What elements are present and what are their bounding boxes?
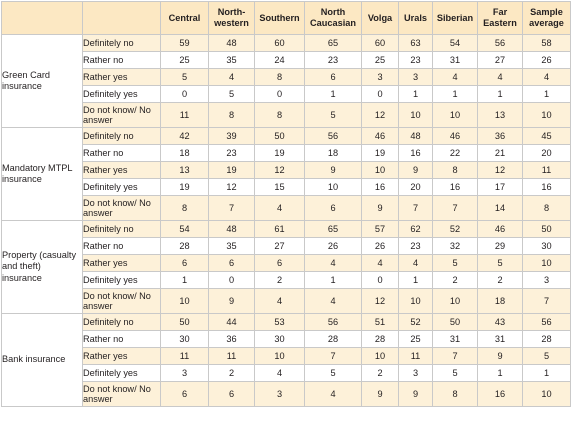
value-cell: 4 [305, 289, 362, 314]
group-label: Property (casualty and theft) insurance [2, 221, 83, 314]
value-cell: 11 [399, 348, 433, 365]
table-row [2, 272, 571, 289]
answer-label: Rather yes [83, 162, 161, 179]
value-cell: 4 [399, 255, 433, 272]
value-cell: 0 [209, 272, 255, 289]
value-cell: 50 [433, 314, 478, 331]
value-cell: 8 [161, 196, 209, 221]
value-cell: 50 [255, 128, 305, 145]
value-cell: 28 [161, 238, 209, 255]
value-cell: 1 [305, 272, 362, 289]
value-cell: 23 [399, 238, 433, 255]
value-cell: 5 [305, 103, 362, 128]
value-cell: 54 [433, 35, 478, 52]
answer-label: Rather yes [83, 348, 161, 365]
answer-label: Rather no [83, 238, 161, 255]
value-cell: 56 [305, 314, 362, 331]
value-cell: 11 [523, 162, 571, 179]
value-cell: 5 [305, 365, 362, 382]
column-header-label: Central [168, 12, 201, 23]
value-cell: 1 [478, 86, 523, 103]
value-cell: 2 [433, 272, 478, 289]
value-cell: 4 [362, 255, 399, 272]
value-cell: 9 [399, 382, 433, 407]
value-cell: 59 [161, 35, 209, 52]
value-cell: 18 [478, 289, 523, 314]
value-cell: 6 [305, 69, 362, 86]
value-cell: 4 [209, 69, 255, 86]
value-cell: 62 [399, 221, 433, 238]
value-cell: 16 [362, 179, 399, 196]
answer-label: Definitely no [83, 221, 161, 238]
value-cell: 31 [478, 331, 523, 348]
value-cell: 30 [523, 238, 571, 255]
value-cell: 7 [523, 289, 571, 314]
answer-label: Rather no [83, 145, 161, 162]
value-cell: 14 [478, 196, 523, 221]
value-cell: 26 [305, 238, 362, 255]
value-cell: 23 [305, 52, 362, 69]
value-cell: 58 [523, 35, 571, 52]
value-cell: 7 [399, 196, 433, 221]
value-cell: 3 [255, 382, 305, 407]
table-row [2, 348, 571, 365]
value-cell: 57 [362, 221, 399, 238]
table-row [2, 221, 571, 238]
value-cell: 26 [523, 52, 571, 69]
value-cell: 3 [362, 69, 399, 86]
value-cell: 13 [161, 162, 209, 179]
value-cell: 52 [399, 314, 433, 331]
value-cell: 48 [399, 128, 433, 145]
table-row [2, 238, 571, 255]
value-cell: 10 [433, 103, 478, 128]
value-cell: 2 [478, 272, 523, 289]
value-cell: 8 [523, 196, 571, 221]
value-cell: 43 [478, 314, 523, 331]
value-cell: 11 [161, 103, 209, 128]
column-header-label: Urals [404, 12, 427, 23]
column-header [161, 2, 209, 35]
value-cell: 5 [433, 365, 478, 382]
value-cell: 19 [255, 145, 305, 162]
value-cell: 16 [433, 179, 478, 196]
value-cell: 0 [161, 86, 209, 103]
value-cell: 28 [362, 331, 399, 348]
value-cell: 10 [305, 179, 362, 196]
answer-label: Do not know/ No answer [83, 289, 161, 314]
value-cell: 4 [255, 196, 305, 221]
value-cell: 9 [305, 162, 362, 179]
value-cell: 15 [255, 179, 305, 196]
value-cell: 8 [255, 103, 305, 128]
answer-label: Definitely no [83, 128, 161, 145]
answer-label: Do not know/ No answer [83, 103, 161, 128]
value-cell: 6 [209, 382, 255, 407]
value-cell: 26 [362, 238, 399, 255]
value-cell: 10 [523, 255, 571, 272]
table-row [2, 179, 571, 196]
value-cell: 1 [478, 365, 523, 382]
value-cell: 23 [209, 145, 255, 162]
value-cell: 12 [255, 162, 305, 179]
value-cell: 54 [161, 221, 209, 238]
table-body [2, 35, 571, 407]
value-cell: 32 [433, 238, 478, 255]
value-cell: 31 [433, 52, 478, 69]
value-cell: 0 [255, 86, 305, 103]
group-label: Green Card insurance [2, 35, 83, 128]
value-cell: 56 [478, 35, 523, 52]
table-row [2, 86, 571, 103]
value-cell: 36 [209, 331, 255, 348]
value-cell: 18 [305, 145, 362, 162]
value-cell: 28 [305, 331, 362, 348]
column-header-label: North Caucasian [310, 7, 356, 28]
column-header [399, 2, 433, 35]
answer-label: Rather no [83, 331, 161, 348]
answer-label: Do not know/ No answer [83, 382, 161, 407]
value-cell: 1 [399, 272, 433, 289]
value-cell: 42 [161, 128, 209, 145]
value-cell: 9 [478, 348, 523, 365]
value-cell: 3 [399, 365, 433, 382]
value-cell: 5 [161, 69, 209, 86]
value-cell: 5 [523, 348, 571, 365]
answer-label: Definitely no [83, 35, 161, 52]
value-cell: 56 [523, 314, 571, 331]
value-cell: 4 [255, 289, 305, 314]
value-cell: 39 [209, 128, 255, 145]
column-header [523, 2, 571, 35]
answer-label: Rather yes [83, 255, 161, 272]
table-row [2, 196, 571, 221]
table-row [2, 52, 571, 69]
value-cell: 3 [523, 272, 571, 289]
value-cell: 63 [399, 35, 433, 52]
value-cell: 56 [305, 128, 362, 145]
value-cell: 1 [433, 86, 478, 103]
value-cell: 6 [161, 255, 209, 272]
value-cell: 10 [362, 348, 399, 365]
value-cell: 35 [209, 238, 255, 255]
table-row [2, 162, 571, 179]
group-label: Mandatory MTPL insurance [2, 128, 83, 221]
value-cell: 6 [305, 196, 362, 221]
value-cell: 52 [433, 221, 478, 238]
column-header [362, 2, 399, 35]
value-cell: 6 [255, 255, 305, 272]
answer-label: Rather no [83, 52, 161, 69]
value-cell: 48 [209, 221, 255, 238]
column-header [209, 2, 255, 35]
value-cell: 9 [399, 162, 433, 179]
value-cell: 13 [478, 103, 523, 128]
value-cell: 4 [255, 365, 305, 382]
value-cell: 10 [362, 162, 399, 179]
value-cell: 11 [161, 348, 209, 365]
survey-table [1, 1, 571, 407]
value-cell: 8 [209, 103, 255, 128]
value-cell: 60 [255, 35, 305, 52]
column-header [478, 2, 523, 35]
value-cell: 46 [362, 128, 399, 145]
group-label: Bank insurance [2, 314, 83, 407]
answer-label: Definitely yes [83, 272, 161, 289]
value-cell: 12 [209, 179, 255, 196]
table-row [2, 314, 571, 331]
column-header-label: Far Eastern [483, 7, 517, 28]
value-cell: 0 [362, 86, 399, 103]
value-cell: 20 [399, 179, 433, 196]
value-cell: 30 [161, 331, 209, 348]
value-cell: 0 [362, 272, 399, 289]
value-cell: 19 [362, 145, 399, 162]
answer-label: Rather yes [83, 69, 161, 86]
answer-label: Definitely yes [83, 86, 161, 103]
value-cell: 46 [478, 221, 523, 238]
column-header-label: Siberian [436, 12, 474, 23]
value-cell: 35 [209, 52, 255, 69]
value-cell: 3 [399, 69, 433, 86]
value-cell: 51 [362, 314, 399, 331]
value-cell: 53 [255, 314, 305, 331]
value-cell: 6 [209, 255, 255, 272]
value-cell: 5 [209, 86, 255, 103]
table-row [2, 128, 571, 145]
value-cell: 27 [255, 238, 305, 255]
value-cell: 4 [305, 382, 362, 407]
answer-label: Definitely yes [83, 179, 161, 196]
value-cell: 46 [433, 128, 478, 145]
value-cell: 1 [161, 272, 209, 289]
value-cell: 65 [305, 35, 362, 52]
value-cell: 6 [161, 382, 209, 407]
value-cell: 11 [209, 348, 255, 365]
value-cell: 9 [362, 196, 399, 221]
value-cell: 25 [161, 52, 209, 69]
header-row [2, 2, 571, 35]
value-cell: 22 [433, 145, 478, 162]
value-cell: 4 [433, 69, 478, 86]
value-cell: 12 [362, 103, 399, 128]
table-row [2, 365, 571, 382]
value-cell: 8 [255, 69, 305, 86]
value-cell: 1 [399, 86, 433, 103]
value-cell: 50 [523, 221, 571, 238]
header-blank-answer [83, 2, 161, 35]
value-cell: 10 [255, 348, 305, 365]
value-cell: 17 [478, 179, 523, 196]
value-cell: 65 [305, 221, 362, 238]
value-cell: 44 [209, 314, 255, 331]
value-cell: 45 [523, 128, 571, 145]
value-cell: 7 [305, 348, 362, 365]
value-cell: 1 [305, 86, 362, 103]
column-header [433, 2, 478, 35]
column-header [305, 2, 362, 35]
value-cell: 5 [433, 255, 478, 272]
value-cell: 23 [399, 52, 433, 69]
value-cell: 12 [362, 289, 399, 314]
table-row [2, 103, 571, 128]
table-row [2, 255, 571, 272]
value-cell: 7 [433, 196, 478, 221]
value-cell: 1 [523, 86, 571, 103]
value-cell: 8 [433, 382, 478, 407]
value-cell: 9 [362, 382, 399, 407]
value-cell: 16 [399, 145, 433, 162]
table-row [2, 145, 571, 162]
table-row [2, 382, 571, 407]
value-cell: 10 [161, 289, 209, 314]
value-cell: 16 [478, 382, 523, 407]
column-header-label: Sample average [529, 7, 564, 28]
column-header-label: Volga [367, 12, 393, 23]
value-cell: 30 [255, 331, 305, 348]
value-cell: 27 [478, 52, 523, 69]
value-cell: 9 [209, 289, 255, 314]
value-cell: 10 [399, 289, 433, 314]
value-cell: 19 [209, 162, 255, 179]
value-cell: 21 [478, 145, 523, 162]
value-cell: 2 [255, 272, 305, 289]
table-row [2, 35, 571, 52]
header-blank-group [2, 2, 83, 35]
value-cell: 24 [255, 52, 305, 69]
value-cell: 4 [523, 69, 571, 86]
value-cell: 31 [433, 331, 478, 348]
value-cell: 4 [478, 69, 523, 86]
value-cell: 10 [523, 382, 571, 407]
value-cell: 28 [523, 331, 571, 348]
value-cell: 16 [523, 179, 571, 196]
value-cell: 3 [161, 365, 209, 382]
column-header-label: North- western [214, 7, 249, 28]
value-cell: 60 [362, 35, 399, 52]
value-cell: 18 [161, 145, 209, 162]
value-cell: 8 [433, 162, 478, 179]
value-cell: 36 [478, 128, 523, 145]
value-cell: 10 [523, 103, 571, 128]
answer-label: Definitely no [83, 314, 161, 331]
value-cell: 2 [209, 365, 255, 382]
answer-label: Definitely yes [83, 365, 161, 382]
value-cell: 29 [478, 238, 523, 255]
value-cell: 4 [305, 255, 362, 272]
column-header [255, 2, 305, 35]
value-cell: 10 [433, 289, 478, 314]
column-header-label: Southern [259, 12, 300, 23]
value-cell: 48 [209, 35, 255, 52]
value-cell: 10 [399, 103, 433, 128]
value-cell: 1 [523, 365, 571, 382]
value-cell: 19 [161, 179, 209, 196]
value-cell: 25 [399, 331, 433, 348]
value-cell: 12 [478, 162, 523, 179]
value-cell: 5 [478, 255, 523, 272]
value-cell: 25 [362, 52, 399, 69]
value-cell: 7 [433, 348, 478, 365]
table-row [2, 69, 571, 86]
table-row [2, 289, 571, 314]
value-cell: 20 [523, 145, 571, 162]
value-cell: 2 [362, 365, 399, 382]
value-cell: 7 [209, 196, 255, 221]
answer-label: Do not know/ No answer [83, 196, 161, 221]
table-row [2, 331, 571, 348]
value-cell: 61 [255, 221, 305, 238]
value-cell: 50 [161, 314, 209, 331]
